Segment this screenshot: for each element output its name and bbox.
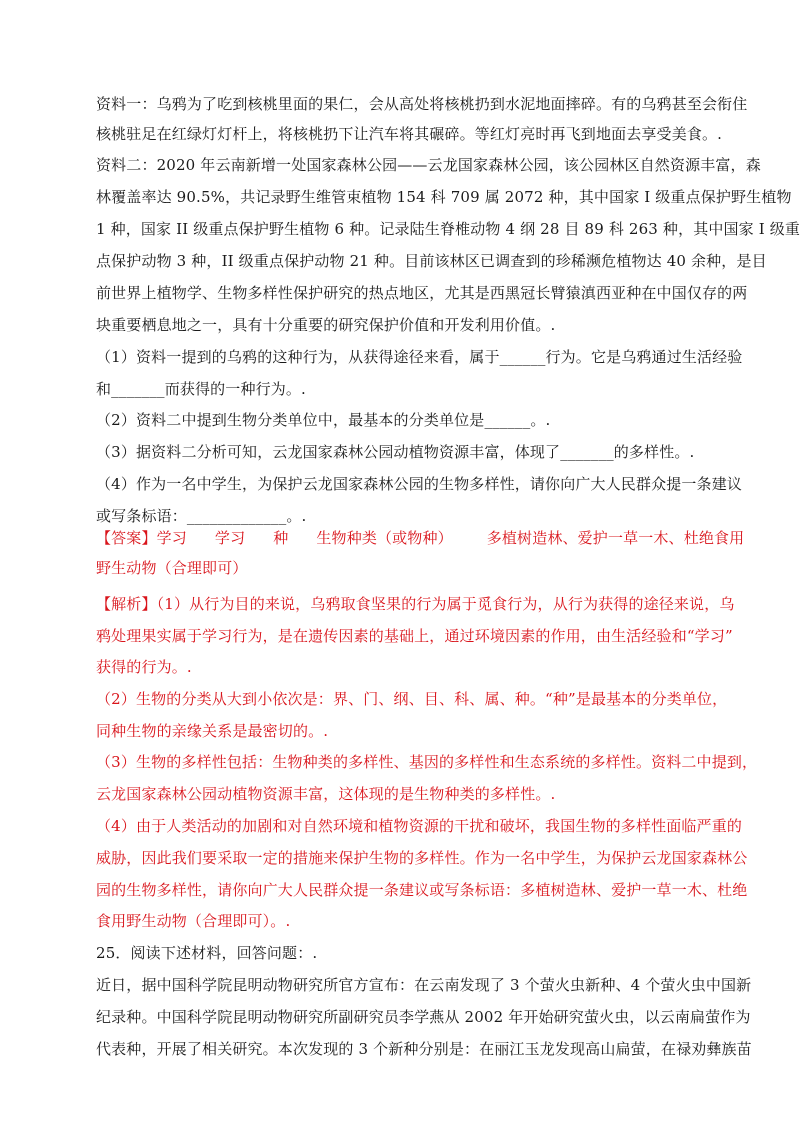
material-1-line-1: 资料一：乌鸦为了吃到核桃里面的果仁，会从高处将核桃扔到水泥地面摔碎。有的乌鸦甚至会衔住 xyxy=(96,95,748,113)
analysis-p3-line-1: （3）生物的多样性包括：生物种类的多样性、基因的多样性和生态系统的多样性。资料二中提到， xyxy=(96,753,758,771)
analysis-p2-line-1: （2）生物的分类从大到小依次是：界、门、纲、目、科、属、种。“种”是最基本的分类单位， xyxy=(96,690,728,708)
material-2-line-3: 1 种，国家 II 级重点保护野生植物 6 种。记录陆生脊椎动物 4 纲 28 目 89 科 263 种，其中国家 I 级重 xyxy=(96,220,800,238)
question-1-line-2: 和_______而获得的一种行为。. xyxy=(96,380,306,398)
q25-line-2: 纪录种。中国科学院昆明动物研究所副研究员李学燕从 2002 年开始研究萤火虫，以云南扁萤作为 xyxy=(96,1008,751,1026)
analysis-p4-line-4: 食用野生动物（合理即可）。. xyxy=(96,912,291,930)
answer-item-2: 学习 xyxy=(214,529,246,547)
answer-item-4: 生物种类（或物种） xyxy=(316,529,453,547)
analysis-p1-line-1: （1）从行为目的来说，乌鸦取食坚果的行为属于觅食行为，从行为获得的途径来说，乌 xyxy=(156,595,735,613)
material-2-line-2: 林覆盖率达 90.5%，共记录野生维管束植物 154 科 709 属 2072 种，其中国家 I 级重点保护野生植物 xyxy=(96,188,792,206)
answer-line-2: 野生动物（合理即可） xyxy=(96,559,248,577)
q25-title: 25．阅读下述材料，回答问题：. xyxy=(96,944,318,962)
answer-item-5: 多植树造林、爱护一草一木、杜绝食用 xyxy=(486,529,745,547)
answer-tag: 【答案】 xyxy=(96,529,157,547)
material-2-line-5: 前世界上植物学、生物多样性保护研究的热点地区，尤其是西黑冠长臂猿滇西亚种在中国仅存的两 xyxy=(96,284,748,302)
analysis-p2-line-2: 同种生物的亲缘关系是最密切的。. xyxy=(96,722,329,740)
material-2-line-4: 点保护动物 3 种，II 级重点保护动物 21 种。目前该林区已调查到的珍稀濒危植物达 40 余种，是目 xyxy=(96,252,767,270)
analysis-p4-line-2: 威胁，因此我们要采取一定的措施来保护生物的多样性。作为一名中学生，为保护云龙国家森林公 xyxy=(96,849,748,867)
answer-item-3: 种 xyxy=(273,529,289,547)
question-4-line-1: （4）作为一名中学生，为保护云龙国家森林公园的生物多样性，请你向广大人民群众提一条建议 xyxy=(96,475,742,493)
question-4-line-2: 或写条标语：_____________。. xyxy=(96,507,307,525)
question-3: （3）据资料二分析可知，云龙国家森林公园动植物资源丰富，体现了_______的多样性。. xyxy=(96,443,695,461)
q25-line-1: 近日，据中国科学院昆明动物研究所官方宣布：在云南发现了 3 个萤火虫新种、4 个萤火虫中国新 xyxy=(96,976,752,994)
answer-line-1 xyxy=(96,528,745,548)
analysis-p1-line-2: 鸦处理果实属于学习行为，是在遗传因素的基础上，通过环境因素的作用，由生活经验和“学习” xyxy=(96,627,733,645)
question-1-line-1: （1）资料一提到的乌鸦的这种行为，从获得途径来看，属于______行为。它是乌鸦通过生活经验 xyxy=(96,348,743,366)
analysis-line-1 xyxy=(96,594,735,614)
material-2-line-1: 资料二：2020 年云南新增一处国家森林公园——云龙国家森林公园，该公园林区自然资源丰富，森 xyxy=(96,156,761,174)
analysis-p1-line-3: 获得的行为。. xyxy=(96,658,192,676)
q25-line-3: 代表种，开展了相关研究。本次发现的 3 个新种分别是：在丽江玉龙发现高山扁萤，在禄劝彝族苗 xyxy=(96,1040,752,1058)
analysis-p4-line-1: （4）由于人类活动的加剧和对自然环境和植物资源的干扰和破坏，我国生物的多样性面临严重的 xyxy=(96,817,742,835)
material-1-line-2: 核桃驻足在红绿灯灯杆上，将核桃扔下让汽车将其碾碎。等红灯亮时再飞到地面去享受美食。. xyxy=(96,125,723,143)
material-2-line-6: 块重要栖息地之一，具有十分重要的研究保护价值和开发利用价值。. xyxy=(96,316,556,334)
answer-item-1: 学习 xyxy=(156,529,187,547)
analysis-tag: 【解析】 xyxy=(96,595,157,613)
analysis-p4-line-3: 园的生物多样性，请你向广大人民群众提一条建议或写条标语：多植树造林、爱护一草一木、杜绝 xyxy=(96,881,748,899)
analysis-p3-line-2: 云龙国家森林公园动植物资源丰富，这体现的是生物种类的多样性。. xyxy=(96,785,556,803)
question-2: （2）资料二中提到生物分类单位中，最基本的分类单位是______。. xyxy=(96,411,551,429)
